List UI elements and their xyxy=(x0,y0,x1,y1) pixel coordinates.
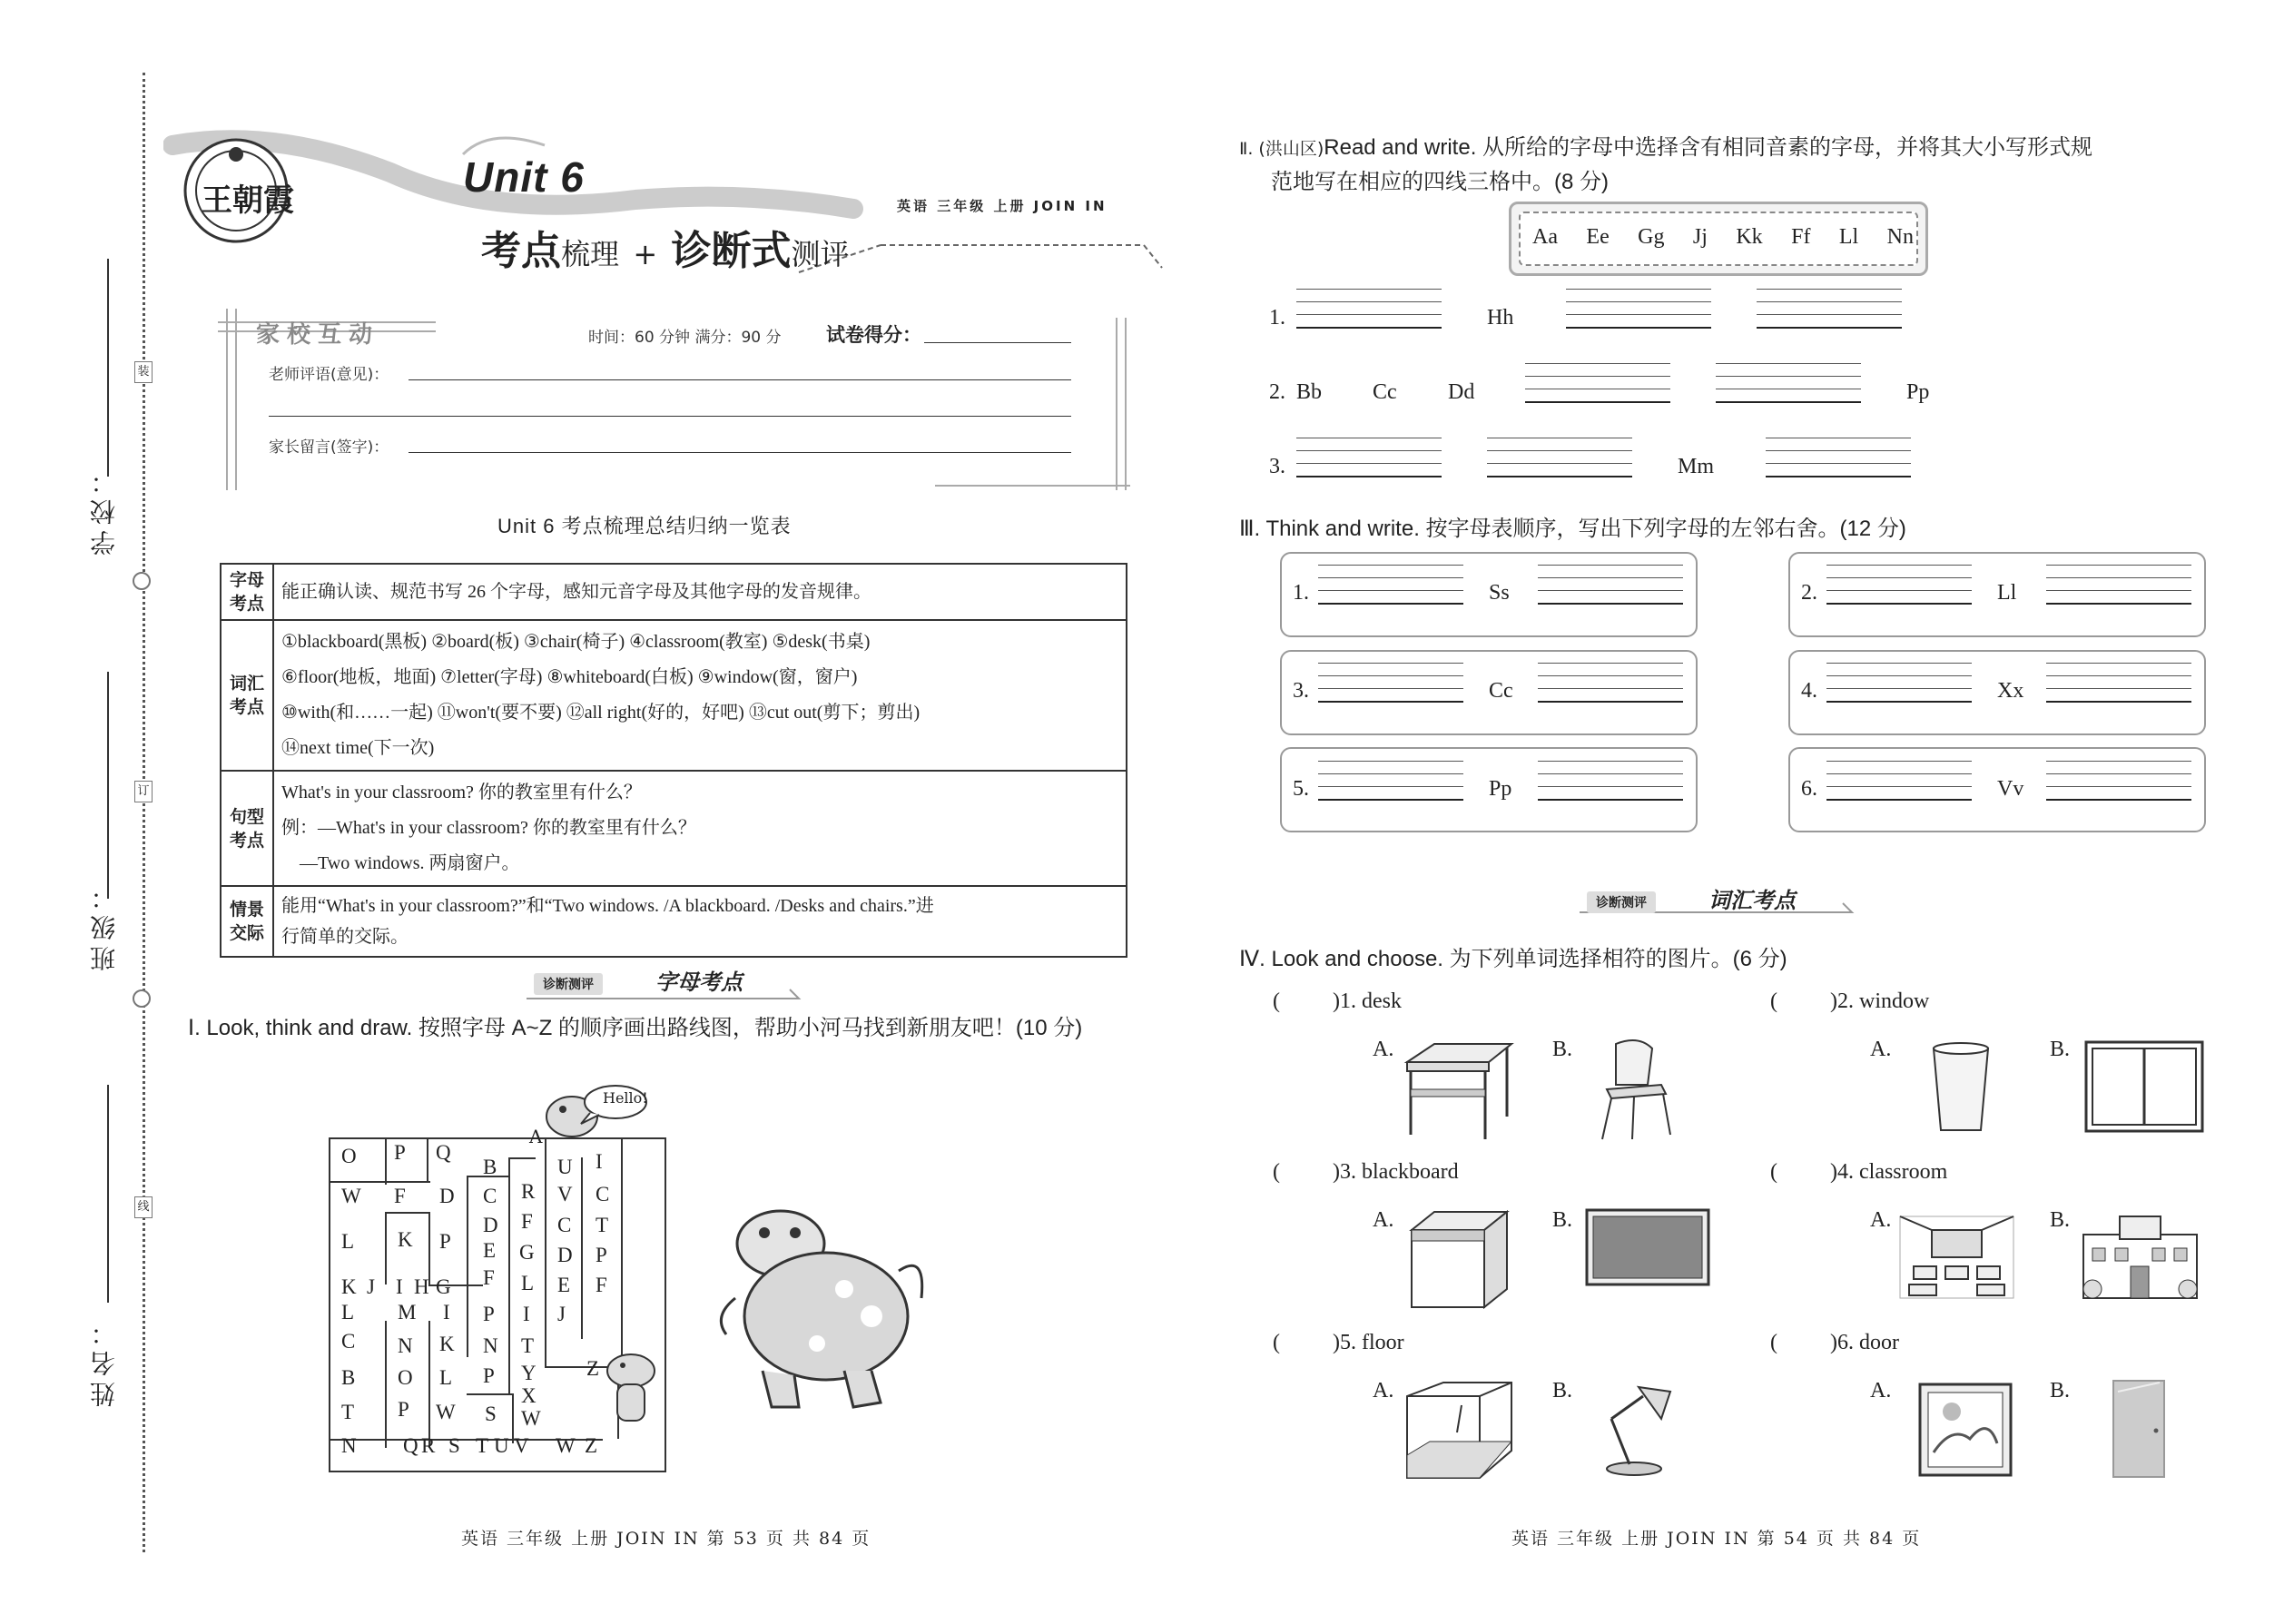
school-label: 学校： xyxy=(89,463,119,556)
q3-item-letter: Xx xyxy=(1997,679,2024,703)
writing-grid[interactable] xyxy=(1766,438,1911,476)
score-field[interactable] xyxy=(924,342,1071,343)
summary-title: Unit 6 考点梳理总结归纳一览表 xyxy=(497,515,792,537)
name-label: 姓名： xyxy=(89,1314,119,1407)
q4-item-label: )3. blackboard xyxy=(1333,1160,1459,1184)
row-head: 句型考点 xyxy=(221,771,273,886)
option-a-label: A. xyxy=(1870,1038,1892,1061)
parent-comment-label: 家长留言(签字)： xyxy=(269,438,389,457)
painting-icon[interactable] xyxy=(1915,1380,2015,1480)
row-line: ⑭next time(下一次) xyxy=(281,738,435,758)
q3-item-letter: Vv xyxy=(1997,777,2024,801)
letter-option: Ff xyxy=(1791,225,1811,249)
chair-icon[interactable] xyxy=(1589,1035,1679,1144)
letter-option: Ee xyxy=(1586,225,1610,249)
q4-item-label: )6. door xyxy=(1830,1331,1899,1354)
q3-item-letter: Cc xyxy=(1489,679,1513,703)
q3-item-letter: Ss xyxy=(1489,581,1510,605)
classroom-icon[interactable] xyxy=(1895,1212,2018,1303)
q3-item-number: 4. xyxy=(1801,679,1817,703)
q3-item-number: 3. xyxy=(1293,679,1309,703)
teacher-comment-field-2[interactable] xyxy=(269,416,1071,417)
name-line xyxy=(107,1085,109,1303)
option-a-label: A. xyxy=(1870,1379,1892,1403)
option-b-label: B. xyxy=(1552,1038,1573,1061)
row-line: 能正确认读、规范书写 26 个字母，感知元音字母及其他字母的发音规律。 xyxy=(281,581,871,602)
question-3-title: Ⅲ. Think and write. 按字母表顺序，写出下列字母的左邻右舍。(12 分) xyxy=(1239,517,1906,541)
writing-grid[interactable] xyxy=(1318,663,1463,701)
answer-paren[interactable]: ( xyxy=(1273,989,1280,1013)
q4-item-label: )4. classroom xyxy=(1830,1160,1948,1184)
row-head: 词汇考点 xyxy=(221,620,273,771)
subtitle-d: 测评 xyxy=(791,237,850,271)
option-b-label: B. xyxy=(1552,1208,1573,1232)
class-line xyxy=(107,672,109,899)
teacher-comment-label: 老师评语(意见)： xyxy=(269,366,389,384)
time-info: 时间：60 分钟 满分：90 分 xyxy=(588,329,782,347)
school-line xyxy=(107,259,109,477)
row-content xyxy=(273,564,1127,620)
writing-grid[interactable] xyxy=(1566,289,1711,327)
class-label: 班级： xyxy=(89,879,119,971)
small-friend-icon xyxy=(590,1334,672,1425)
row-content xyxy=(273,771,1127,886)
letter-option: Jj xyxy=(1692,225,1708,249)
maze-start-letter: A xyxy=(529,1126,543,1147)
box-icon[interactable] xyxy=(1403,1207,1516,1312)
binding-tag: 订 xyxy=(134,781,153,802)
table-row xyxy=(221,771,1127,886)
writing-grid[interactable] xyxy=(2046,565,2191,603)
logo-text: 王朝霞 xyxy=(202,182,294,219)
hello-bubble-text: Hello! xyxy=(603,1089,648,1107)
summary-table xyxy=(220,563,1127,958)
writing-grid[interactable] xyxy=(2046,663,2191,701)
hippo-friend-icon xyxy=(708,1198,935,1416)
option-b-label: B. xyxy=(2050,1208,2071,1232)
writing-grid[interactable] xyxy=(1318,761,1463,799)
option-a-label: A. xyxy=(1373,1379,1394,1403)
lamp-icon[interactable] xyxy=(1584,1378,1684,1478)
answer-paren[interactable]: ( xyxy=(1273,1160,1280,1184)
q2-row2-number: 2. xyxy=(1269,380,1285,404)
option-a-label: A. xyxy=(1373,1208,1394,1232)
binding-tag: 装 xyxy=(134,361,153,383)
writing-grid[interactable] xyxy=(1826,565,1972,603)
row-line: ①blackboard(黑板) ②board(板) ③chair(椅子) ④classroom(教室) ⑤desk(书桌) xyxy=(281,632,871,652)
table-row xyxy=(221,564,1127,620)
teacher-comment-field[interactable] xyxy=(409,379,1071,380)
table-row xyxy=(221,886,1127,957)
parent-comment-field[interactable] xyxy=(409,452,1071,453)
option-b-label: B. xyxy=(2050,1379,2071,1403)
school-building-icon[interactable] xyxy=(2074,1212,2206,1303)
subtitle-b: 梳理 xyxy=(561,237,620,271)
section-banner-tag: 诊断测评 xyxy=(534,973,603,995)
q2-row3-number: 3. xyxy=(1269,455,1285,478)
q3-item-letter: Ll xyxy=(1997,581,2017,605)
option-a-label: A. xyxy=(1870,1208,1892,1232)
writing-grid[interactable] xyxy=(1757,289,1902,327)
letter-option: Ll xyxy=(1838,225,1859,249)
q2-row2-last: Pp xyxy=(1906,380,1930,404)
q3-item-letter: Pp xyxy=(1489,777,1512,801)
writing-grid[interactable] xyxy=(1538,663,1683,701)
question-2-title: Read and write. 从所给的字母中选择含有相同音素的字母，并将其大小写形式规 xyxy=(1324,135,2093,160)
option-b-label: B. xyxy=(1552,1379,1573,1403)
header-subtitle xyxy=(481,218,850,276)
answer-paren[interactable]: ( xyxy=(1770,1331,1777,1354)
letter-option: Nn xyxy=(1886,225,1914,249)
option-b-label: B. xyxy=(2050,1038,2071,1061)
q3-item-number: 1. xyxy=(1293,581,1309,605)
row-line: What's in your classroom? 你的教室里有什么？ xyxy=(281,782,642,802)
row-line: 例：—What's in your classroom? 你的教室里有什么？ xyxy=(281,818,696,838)
row-line: 能用“What's in your classroom?”和“Two windows. /A blackboard. /Desks and chairs.”进 xyxy=(281,896,934,916)
score-label: 试卷得分： xyxy=(826,324,921,346)
question-2-title-line1 xyxy=(1239,129,2092,161)
floor-icon[interactable] xyxy=(1403,1378,1516,1482)
subtitle-a: 考点 xyxy=(481,228,561,274)
writing-grid[interactable] xyxy=(1525,363,1670,401)
q2-row2-given: Bb xyxy=(1296,380,1323,404)
q3-item-number: 5. xyxy=(1293,777,1309,801)
desk-icon[interactable] xyxy=(1398,1035,1516,1144)
row-line: —Two windows. 两扇窗户。 xyxy=(281,853,520,873)
alphabet-maze[interactable]: O P Q W F D L K P K J I H G L M I C N K B O L T P W N Q R S T U V W Z B C D E F P N P S R F G L I T Y X W U V C D E J Z I C T P F xyxy=(329,1137,666,1472)
q4-item-label: )2. window xyxy=(1830,989,1930,1013)
letter-option: Gg xyxy=(1638,225,1665,249)
grade-line: 英语 三年级 上册 JOIN IN xyxy=(897,198,1108,214)
footer-left: 英语 三年级 上册 JOIN IN 第 53 页 共 84 页 xyxy=(461,1529,871,1549)
binding-hole xyxy=(133,989,151,1008)
question-1-title: Ⅰ. Look, think and draw. 按照字母 A~Z 的顺序画出路线图，帮助小河马找到新朋友吧！(10 分) xyxy=(188,1016,1083,1040)
footer-right: 英语 三年级 上册 JOIN IN 第 54 页 共 84 页 xyxy=(1511,1529,1922,1549)
row-head: 字母考点 xyxy=(221,564,273,620)
binding-hole xyxy=(133,572,151,590)
row-content xyxy=(273,886,1127,957)
row-line: 行简单的交际。 xyxy=(281,927,409,947)
door-icon[interactable] xyxy=(2111,1378,2167,1480)
row-head: 情景交际 xyxy=(221,886,273,957)
writing-grid[interactable] xyxy=(2046,761,2191,799)
question-2-title-line2: 范地写在相应的四线三格中。(8 分) xyxy=(1271,170,1609,194)
letters-list xyxy=(1532,225,1914,250)
question-2-district: Ⅱ. (洪山区) xyxy=(1239,139,1324,159)
row-content xyxy=(273,620,1127,771)
glass-icon[interactable] xyxy=(1925,1039,1997,1139)
writing-grid[interactable] xyxy=(1826,663,1972,701)
writing-grid[interactable] xyxy=(1487,438,1632,476)
q2-row1-number: 1. xyxy=(1269,306,1285,330)
q4-item-label: )1. desk xyxy=(1333,989,1402,1013)
row-line: ⑥floor(地板，地面) ⑦letter(字母) ⑧whiteboard(白板) ⑨window(窗，窗户) xyxy=(281,667,858,687)
answer-paren[interactable]: ( xyxy=(1273,1331,1280,1354)
window-icon[interactable] xyxy=(2083,1039,2206,1135)
writing-grid[interactable] xyxy=(1296,438,1442,476)
section-banner-title: 字母考点 xyxy=(655,969,743,995)
section-banner-tag: 诊断测评 xyxy=(1587,891,1656,913)
binding-dotted-line xyxy=(143,73,145,1552)
subtitle-plus: + xyxy=(633,237,658,271)
option-a-label: A. xyxy=(1373,1038,1394,1061)
q3-item-number: 2. xyxy=(1801,581,1817,605)
writing-grid[interactable] xyxy=(1538,761,1683,799)
binding-tag: 线 xyxy=(134,1196,153,1218)
writing-grid[interactable] xyxy=(1826,761,1972,799)
q2-row2-given: Dd xyxy=(1448,380,1475,404)
writing-grid[interactable] xyxy=(1318,565,1463,603)
q2-row3-given: Mm xyxy=(1678,455,1715,478)
q4-item-label: )5. floor xyxy=(1333,1331,1404,1354)
question-4-title: Ⅳ. Look and choose. 为下列单词选择相符的图片。(6 分) xyxy=(1239,947,1787,971)
answer-paren[interactable]: ( xyxy=(1770,1160,1777,1184)
table-row xyxy=(221,620,1127,771)
q2-row1-given: Hh xyxy=(1487,306,1514,330)
family-school-label: 家校互动 xyxy=(256,321,380,349)
writing-grid[interactable] xyxy=(1716,363,1861,401)
row-line: ⑩with(和……一起) ⑪won't(要不要) ⑫all right(好的，好吧) ⑬cut out(剪下；剪出) xyxy=(281,703,921,723)
subtitle-c: 诊断式 xyxy=(671,228,792,274)
q2-row2-given: Cc xyxy=(1373,380,1397,404)
blackboard-icon[interactable] xyxy=(1584,1207,1711,1289)
answer-paren[interactable]: ( xyxy=(1770,989,1777,1013)
unit-title: Unit 6 xyxy=(463,153,585,201)
writing-grid[interactable] xyxy=(1538,565,1683,603)
section-banner-title: 词汇考点 xyxy=(1708,888,1796,913)
letter-option: Aa xyxy=(1532,225,1558,249)
small-hippo-icon xyxy=(527,1071,663,1162)
writing-grid[interactable] xyxy=(1296,289,1442,327)
q3-item-number: 6. xyxy=(1801,777,1817,801)
letter-option: Kk xyxy=(1736,225,1763,249)
